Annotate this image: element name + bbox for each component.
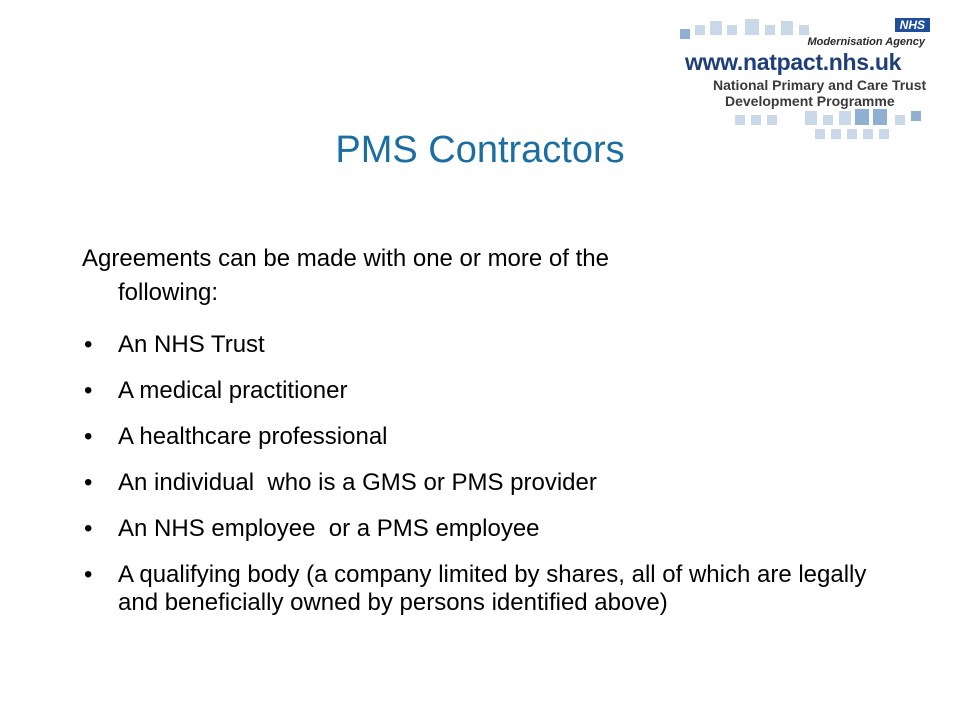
intro-line-2: following: xyxy=(118,279,219,306)
programme-line-1: National Primary and Care Trust xyxy=(713,77,927,93)
programme-name xyxy=(713,77,926,109)
programme-line-2: Development Programme xyxy=(725,93,895,109)
intro-text xyxy=(82,242,882,310)
agency-name: Modernisation Agency xyxy=(807,36,925,48)
list-item xyxy=(82,561,882,617)
list-item xyxy=(82,331,882,359)
list-item-text: An NHS Trust xyxy=(118,331,265,358)
slide-title: PMS Contractors xyxy=(335,129,625,171)
bullet-icon: • xyxy=(84,469,93,496)
bullet-icon: • xyxy=(84,423,93,450)
list-item-text: A qualifying body (a company limited by shares, all of which are legally and beneficially owned by persons identified above) xyxy=(118,561,867,616)
list-item xyxy=(82,377,882,405)
bullet-icon: • xyxy=(84,515,93,542)
list-item xyxy=(82,423,882,451)
bullet-icon: • xyxy=(84,331,93,358)
nhs-badge: NHS xyxy=(895,18,930,32)
list-item-text: An individual who is a GMS or PMS provider xyxy=(118,469,597,496)
list-item-text: A healthcare professional xyxy=(118,423,388,450)
list-item xyxy=(82,515,882,543)
list-item-text: An NHS employee or a PMS employee xyxy=(118,515,540,542)
natpact-logo xyxy=(655,15,935,145)
website-url: www.natpact.nhs.uk xyxy=(685,49,902,75)
bullet-icon: • xyxy=(84,561,93,588)
intro-line-1: Agreements can be made with one or more of the xyxy=(82,245,609,272)
list-item xyxy=(82,469,882,497)
list-item-text: A medical practitioner xyxy=(118,377,348,404)
bullet-list xyxy=(82,331,882,635)
bullet-icon: • xyxy=(84,377,93,404)
